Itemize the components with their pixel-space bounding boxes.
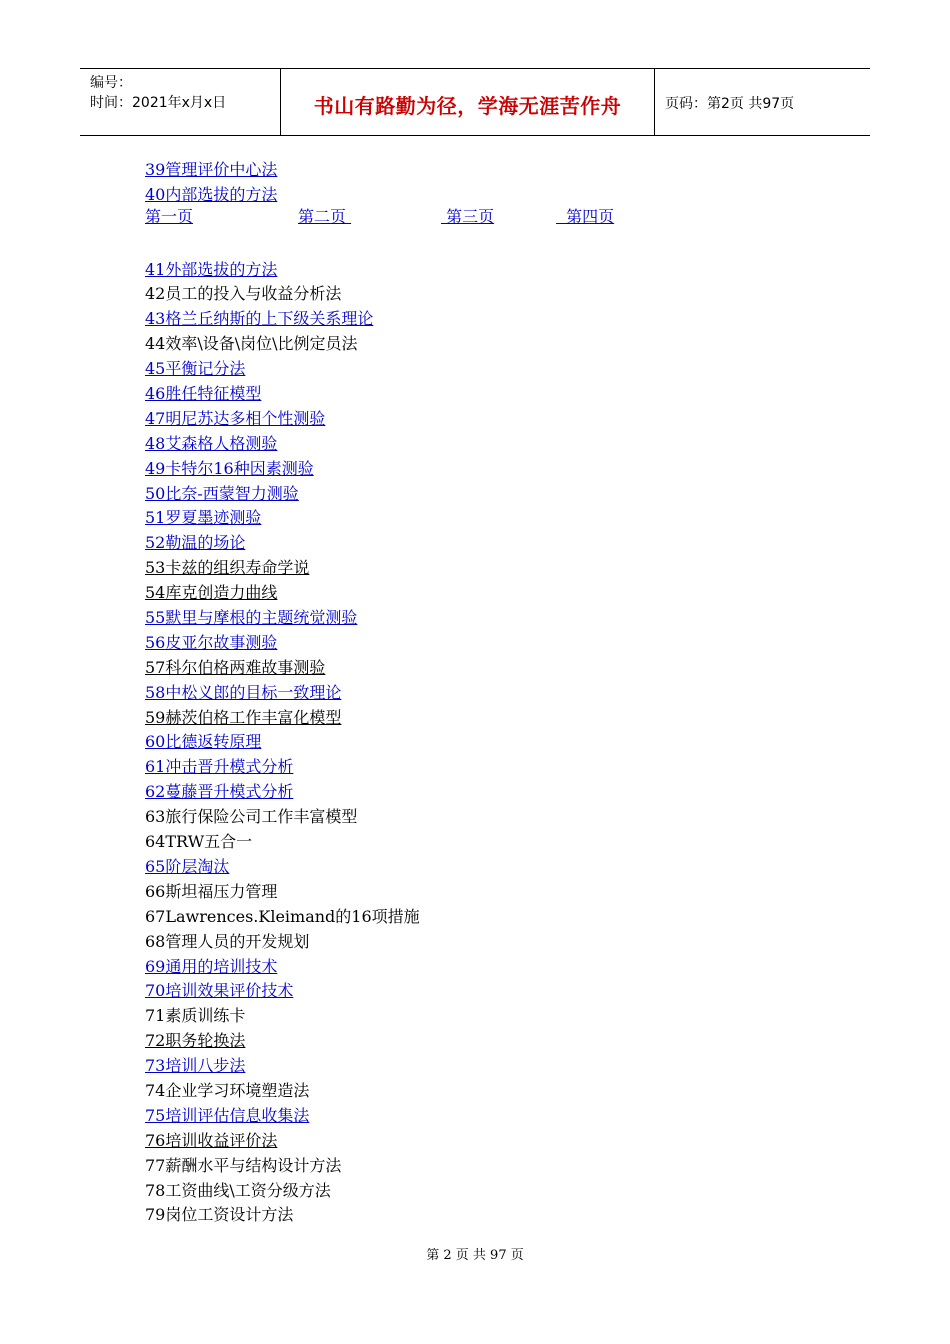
header-meta <box>80 69 281 135</box>
toc-link[interactable]: 69通用的培训技术 <box>145 956 278 976</box>
header-page-info <box>655 69 870 135</box>
toc-text: 79岗位工资设计方法 <box>145 1205 294 1225</box>
toc-link[interactable]: 65阶层淘汰 <box>145 856 230 876</box>
toc-text: 64TRW五合一 <box>145 832 253 852</box>
toc-text: 77薪酬水平与结构设计方法 <box>145 1155 342 1175</box>
list-item <box>145 282 614 307</box>
toc-link[interactable]: 52勒温的场论 <box>145 533 246 553</box>
toc-link[interactable]: 58中松义郎的目标一致理论 <box>145 682 342 702</box>
toc-text: 72职务轮换法 <box>145 1031 246 1051</box>
toc-text: 53卡兹的组织寿命学说 <box>145 558 310 578</box>
toc-text: 74企业学习环境塑造法 <box>145 1080 310 1100</box>
toc-link[interactable]: 43格兰丘纳斯的上下级关系理论 <box>145 309 374 329</box>
list-item <box>145 755 614 780</box>
list-item <box>145 332 614 357</box>
list-item <box>145 1179 614 1204</box>
list-item <box>145 1004 614 1029</box>
serial-label: 编号： <box>90 75 132 91</box>
toc-link[interactable]: 60比德返转原理 <box>145 732 262 752</box>
list-item <box>145 681 614 706</box>
list-item <box>145 880 614 905</box>
list-item <box>145 905 614 930</box>
toc-link[interactable]: 47明尼苏达多相个性测验 <box>145 408 326 428</box>
toc-text: 78工资曲线\工资分级方法 <box>145 1180 331 1200</box>
toc-text: 59赫茨伯格工作丰富化模型 <box>145 707 342 727</box>
toc-link[interactable]: 56皮亚尔故事测验 <box>145 632 278 652</box>
toc-link[interactable]: 70培训效果评价技术 <box>145 981 294 1001</box>
toc-text: 57科尔伯格两难故事测验 <box>145 657 326 677</box>
toc-text: 66斯坦福压力管理 <box>145 881 278 901</box>
toc-text: 68管理人员的开发规划 <box>145 931 310 951</box>
list-item <box>145 581 614 606</box>
list-item <box>145 457 614 482</box>
toc-link[interactable]: 61冲击晋升模式分析 <box>145 757 294 777</box>
toc-link[interactable]: 40内部选拔的方法 <box>145 184 278 204</box>
list-item <box>145 506 614 531</box>
toc-text: 42员工的投入与收益分析法 <box>145 284 342 304</box>
list-item <box>145 1054 614 1079</box>
toc-link[interactable]: 62蔓藤晋升模式分析 <box>145 782 294 802</box>
toc-link[interactable]: 55默里与摩根的主题统觉测验 <box>145 608 358 628</box>
toc-link[interactable]: 73培训八步法 <box>145 1056 246 1076</box>
toc-link[interactable]: 49卡特尔16种因素测验 <box>145 458 314 478</box>
list-item <box>145 656 614 681</box>
toc-text: 71素质训练卡 <box>145 1006 246 1026</box>
list-item <box>145 556 614 581</box>
toc-link[interactable]: 39管理评价中心法 <box>145 160 278 179</box>
toc-link[interactable]: 48艾森格人格测验 <box>145 433 278 453</box>
list-item <box>145 258 614 283</box>
toc-link[interactable]: 45平衡记分法 <box>145 359 246 379</box>
list-item <box>145 307 614 332</box>
toc-list <box>145 158 614 1228</box>
list-item <box>145 482 614 507</box>
list-item <box>145 183 614 208</box>
toc-text: 63旅行保险公司工作丰富模型 <box>145 807 358 827</box>
list-item <box>145 407 614 432</box>
list-item <box>145 730 614 755</box>
list-item <box>145 805 614 830</box>
list-item <box>145 780 614 805</box>
list-item <box>145 1029 614 1054</box>
toc-text: 44效率\设备\岗位\比例定员法 <box>145 334 358 354</box>
pager <box>145 208 614 233</box>
toc-text: 76培训收益评价法 <box>145 1130 278 1150</box>
list-item <box>145 1104 614 1129</box>
toc-link[interactable]: 41外部选拔的方法 <box>145 259 278 279</box>
list-item <box>145 382 614 407</box>
list-item <box>145 955 614 980</box>
list-item <box>145 1079 614 1104</box>
toc-link[interactable]: 51罗夏墨迹测验 <box>145 508 262 528</box>
list-item <box>145 531 614 556</box>
list-item <box>145 855 614 880</box>
list-item <box>145 1203 614 1228</box>
list-item <box>145 1129 614 1154</box>
header-motto-cell <box>281 69 655 135</box>
list-item <box>145 979 614 1004</box>
pager-link-2[interactable]: 第二页 <box>298 206 352 226</box>
page-info: 页码：第2页 共97页 <box>665 96 795 112</box>
page-footer: 第 2 页 共 97 页 <box>426 1248 524 1263</box>
list-item <box>145 357 614 382</box>
list-item <box>145 631 614 656</box>
list-item <box>145 930 614 955</box>
list-item <box>145 1154 614 1179</box>
motto: 书山有路勤为径，学海无涯苦作舟 <box>313 93 622 118</box>
pager-link-3[interactable]: 第三页 <box>441 206 495 226</box>
toc-link[interactable]: 75培训评估信息收集法 <box>145 1105 310 1125</box>
list-item <box>145 158 614 183</box>
toc-text: 67Lawrences.Kleimand的16项措施 <box>145 906 420 926</box>
time-label: 时间：2021年x月x日 <box>90 95 227 111</box>
spacer <box>145 233 614 258</box>
toc-link[interactable]: 50比奈-西蒙智力测验 <box>145 483 299 503</box>
list-item <box>145 830 614 855</box>
page-header <box>80 68 870 136</box>
list-item <box>145 706 614 731</box>
list-item <box>145 432 614 457</box>
pager-link-1[interactable]: 第一页 <box>145 206 194 226</box>
list-item <box>145 606 614 631</box>
pager-link-4[interactable]: 第四页 <box>556 206 615 226</box>
toc-text: 54库克创造力曲线 <box>145 583 278 603</box>
toc-link[interactable]: 46胜任特征模型 <box>145 384 262 404</box>
